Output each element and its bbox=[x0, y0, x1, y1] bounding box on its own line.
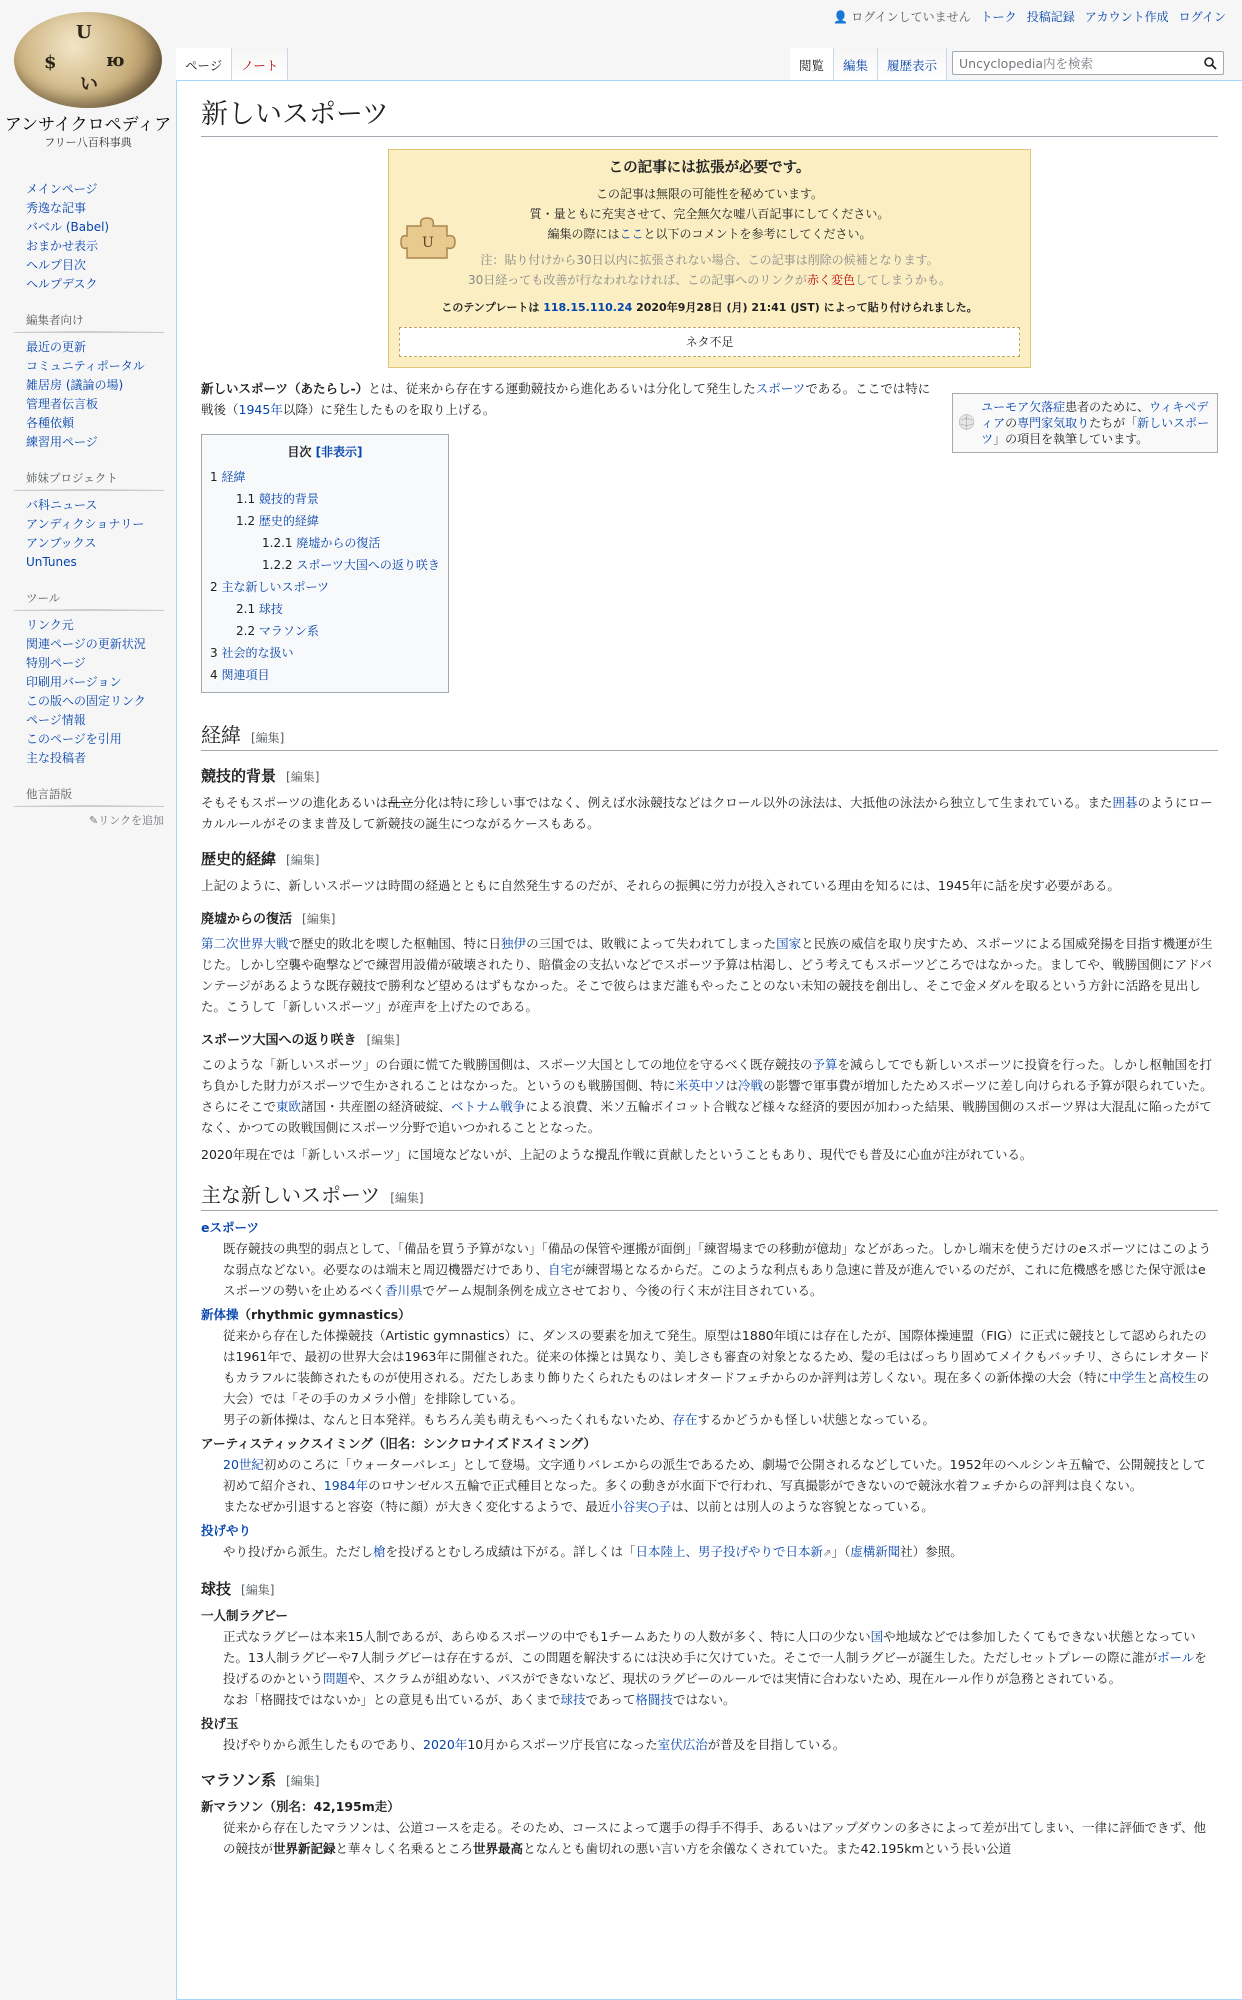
user-icon: 👤 bbox=[833, 9, 849, 24]
desc-shinmarathon bbox=[223, 1817, 1218, 1859]
toc-link[interactable]: スポーツ大国への返り咲き bbox=[296, 558, 440, 573]
toc-item[interactable] bbox=[210, 554, 440, 576]
toc-item[interactable] bbox=[210, 488, 440, 510]
toc-num: 1.2 bbox=[236, 514, 256, 529]
toc-num: 1.2.2 bbox=[262, 558, 293, 573]
toc-link[interactable]: マラソン系 bbox=[258, 624, 319, 639]
artistic-d: は、以前とは別人のような容貌となっている。 bbox=[671, 1499, 934, 1515]
wikipedia-globe-icon bbox=[958, 399, 975, 445]
heading-marathon-label: マラソン系 bbox=[201, 1771, 277, 1790]
term-nagedama: 投げ玉 bbox=[201, 1716, 239, 1732]
ww2-link[interactable]: 第二次世界大戦 bbox=[201, 936, 289, 952]
external-link-icon: ⇗ bbox=[823, 1548, 832, 1560]
add-links[interactable] bbox=[14, 812, 164, 828]
cold-war-link[interactable]: 冷戦 bbox=[738, 1078, 764, 1094]
sidebar-item-community[interactable]: コミュニティポータル bbox=[26, 359, 145, 373]
sidebar-tools bbox=[14, 590, 164, 768]
rugby-e: なお「格闘技ではないか」との意見も出ているが、あくまで bbox=[223, 1692, 561, 1708]
heading-kyugi-label: 球技 bbox=[201, 1580, 232, 1599]
nageyari-link[interactable]: 投げやり bbox=[201, 1523, 252, 1539]
heading-kyugi bbox=[201, 1578, 1218, 1599]
edit-section-link[interactable]: [編集] bbox=[286, 853, 320, 868]
notice-line-5 bbox=[399, 270, 1020, 290]
rugby-g: ではない。 bbox=[672, 1692, 736, 1708]
intro-paragraph bbox=[201, 378, 931, 420]
desc-shintaiso-2 bbox=[223, 1409, 1218, 1430]
nageyari-d: 社）参照。 bbox=[900, 1544, 963, 1560]
svg-text:U: U bbox=[422, 235, 434, 252]
heading-kaeri-label: スポーツ大国への返り咲き bbox=[201, 1033, 357, 1049]
marathon-a: 従来から存在したマラソンは、公道コースを走る。そのため、コースによって選手の得手不得手、あるいはアップダウンの多さによって差が出てしまい、一律に評価できず、他の競技が bbox=[223, 1820, 1207, 1857]
shintaiso-d: 男子の新体操は、なんと日本発祥。もちろん美も萌えもへったくれもないため、 bbox=[223, 1412, 673, 1428]
intro-bold: 新しいスポーツ（あたらし-） bbox=[201, 381, 369, 397]
toc-link[interactable]: 廃墟からの復活 bbox=[296, 536, 381, 551]
nation-link[interactable]: 国家 bbox=[776, 936, 802, 952]
sidebar-item-featured[interactable]: 秀逸な記事 bbox=[26, 201, 87, 215]
kotani-link[interactable]: 小谷実○子 bbox=[610, 1499, 672, 1515]
table-of-contents bbox=[201, 434, 449, 693]
namespace-tabs bbox=[176, 48, 288, 80]
login-link[interactable]: ログイン bbox=[1178, 10, 1226, 24]
site-logo[interactable] bbox=[0, 0, 176, 155]
sidebar bbox=[14, 180, 164, 846]
desc-rugby-2 bbox=[223, 1689, 1218, 1710]
desc-artistic bbox=[223, 1454, 1218, 1496]
intro-1945-link[interactable]: 1945年 bbox=[238, 402, 283, 418]
notice-line-5-c: してしまうかも。 bbox=[855, 273, 952, 288]
sidebar-heading-lang: 他言語版 bbox=[14, 786, 164, 807]
heading-omo-label: 主な新しいスポーツ bbox=[201, 1183, 381, 1208]
not-logged-in bbox=[833, 8, 970, 25]
martial-arts-link[interactable]: 格闘技 bbox=[635, 1692, 673, 1708]
go-link[interactable]: 囲碁 bbox=[1112, 795, 1138, 811]
toc-item[interactable] bbox=[210, 510, 440, 532]
intro-b: である。ここでは特に戦後（ bbox=[201, 381, 931, 418]
wiki-h: 」の項目を執筆しています。 bbox=[993, 432, 1149, 446]
heading-rekishi-label: 歴史的経緯 bbox=[201, 850, 277, 869]
kaeri-f: による浪費、米ソ五輪ボイコット合戦など様々な経済的要因が加わった結果、戦勝国側のスポーツ界は大混乱に陥ったがてなく、かつての敗戦国側にスポーツ分野で追いつかれることとなった。 bbox=[201, 1099, 1212, 1136]
kaeri-d: の影響で軍事費が増加したためスポーツに差し向けられる予算が限られていた。さらにそこで bbox=[201, 1078, 1213, 1115]
sidebar-item-cite[interactable]: このページを引用 bbox=[26, 732, 122, 746]
toc-link[interactable]: 競技的背景 bbox=[258, 492, 319, 507]
ball-link[interactable]: ボール bbox=[1157, 1650, 1195, 1666]
notice-red-link[interactable]: 赤く変色 bbox=[807, 273, 856, 288]
sidebar-item-permalink[interactable]: この版への固定リンク bbox=[26, 694, 146, 708]
rugby-b: や地域などでは参加したくてもできない状態となっていた。13人制ラグビーや7人制ラグビーは存在するが、この問題を解決するには決め手に欠けていた。そこで一人制ラグビーが誕生した。ただしセットプレーの際に誰が bbox=[223, 1629, 1196, 1666]
tab-edit[interactable]: 編集 bbox=[834, 48, 878, 80]
sidebar-item-main-page[interactable]: メインページ bbox=[26, 182, 98, 196]
paragraph-kaeri-2: 2020年現在では「新しいスポーツ」に国境などないが、上記のような攪乱作戦に貢献したということもあり、現代でも普及に心血が注がれている。 bbox=[201, 1147, 1033, 1163]
nagedama-b: 10月からスポーツ庁長官になった bbox=[467, 1737, 658, 1753]
nagedama-c: が普及を目指している。 bbox=[707, 1737, 846, 1753]
nageyari-c: 」（ bbox=[831, 1544, 851, 1560]
intro-c: 以降）に発生したものを取り上げる。 bbox=[282, 402, 496, 418]
paragraph-haikyo bbox=[201, 933, 1218, 1017]
shintaiso-a: 従来から存在した体操競技（Artistic gymnastics）に、ダンスの要素を加えて発生。原型は1880年頃には存在したが、国際体操連盟（FIG）に正式に競技として認められたのは1961年で、最初の世界大会は1963年に開催された。従来の体操とは異なり、美しさも審査の対象となるため、髪の毛はばっちり固めてメイクもバッチリ、さらにレオタードもカラフルに装飾されたものが使用される。だたしあまり飾りたくられたものはレオタードフェチからのか評判は芳しくない。現在多くの新体操の大会（特に bbox=[223, 1328, 1210, 1386]
wikipedia-box bbox=[952, 393, 1218, 453]
edit-section-link[interactable]: [編集] bbox=[241, 1583, 275, 1598]
toc-link[interactable]: 球技 bbox=[258, 602, 283, 617]
toc-title bbox=[210, 443, 440, 460]
artistic-c: またなぜか引退すると容姿（特に顔）が大きく変化するようで、最近 bbox=[223, 1499, 611, 1515]
wiki-article-link[interactable]: 新しいスポーツ bbox=[981, 416, 1210, 446]
haikyo-c: と民族の威信を取り戻すため、スポーツによる国威発揚を目指す機運が生じた。しかし空襲や砲撃などで練習用設備が破壊されたり、賠償金の支払いなどでスポーツ予算は枯渇し、どう考えてもスポーツどころではなかった。ましてや、戦勝国側にアドバンテージがあるような既存競技で勝利など望めるはずもなかった。そこで彼らはまだ誰もやったことのない未知の競技を創出し、そこで金メダルを取るという方針に活路を見出した。こうして「新しいスポーツ」が産声を上げたのである。 bbox=[201, 936, 1213, 1015]
desc-nageyari bbox=[223, 1541, 1218, 1564]
rugby-d: や、スクラムが組めない、パスができないなど、現状のラグビーのルールでは実情に合わないため、現在ルール作りが急務とされている。 bbox=[348, 1671, 1122, 1687]
marathon-list bbox=[201, 1796, 1218, 1859]
sidebar-heading-editors: 編集者向け bbox=[14, 312, 164, 333]
notice-line-2: 質・量ともに充実させて、完全無欠な嘘八百記事にしてください。 bbox=[529, 207, 890, 222]
kagawa-link[interactable]: 香川県 bbox=[385, 1283, 423, 1299]
tab-page[interactable]: ページ bbox=[176, 48, 232, 80]
artistic-b: のロサンゼルス五輪で正式種目となった。多くの動きが水面下で行われ、写真撮影ができないので競泳水着フェチからの評判は良くない。 bbox=[368, 1478, 1143, 1494]
artistic-a: 初めのころに「ウォーターバレエ」として登場。文字通りバレエからの派生であるため、劇場で公開されるなどしていた。1952年のヘルシンキ五輪で、公開競技として初めて紹介され、 bbox=[223, 1457, 1206, 1494]
term-shintaiso bbox=[201, 1304, 1218, 1325]
italy-link[interactable]: 伊 bbox=[513, 936, 527, 952]
heading-haikyo-label: 廃墟からの復活 bbox=[201, 912, 293, 928]
heading-keii-label: 経緯 bbox=[201, 723, 241, 748]
sidebar-item-village-pump[interactable]: 雑居房 (議論の場) bbox=[26, 378, 124, 392]
kaeri-b: を減らしてでも新しいスポーツに投資を行った。しかし枢軸国を打ち負かした財力がスポーツで生かされることはなかった。というのも戦勝国側、特に bbox=[201, 1057, 1213, 1094]
heading-kyogi bbox=[201, 765, 1218, 786]
notice-comment: ネタ不足 bbox=[399, 327, 1020, 357]
1984-link[interactable]: 1984年 bbox=[323, 1478, 369, 1494]
toc-link[interactable]: 主な新しいスポーツ bbox=[221, 580, 329, 595]
search-placeholder: Uncyclopedia内を検索 bbox=[959, 56, 1094, 71]
sidebar-item-print[interactable]: 印刷用バージョン bbox=[26, 675, 122, 689]
intro-a: とは、従来から存在する運動競技から進化あるいは分化して発生した bbox=[368, 381, 756, 397]
heading-kaeri bbox=[201, 1029, 1218, 1048]
home-link[interactable]: 自宅 bbox=[548, 1262, 574, 1278]
term-nageyari bbox=[201, 1520, 1218, 1541]
world-record: 世界新記録 bbox=[273, 1841, 336, 1857]
toc-link[interactable]: 経緯 bbox=[221, 470, 246, 485]
nageyari-a: やり投げから派生。ただし bbox=[223, 1544, 374, 1560]
heading-omo bbox=[201, 1179, 1218, 1211]
east-europe-link[interactable]: 東欧 bbox=[276, 1099, 302, 1115]
sidebar-item-requests[interactable]: 各種依頼 bbox=[26, 416, 75, 430]
expansion-notice bbox=[388, 149, 1031, 368]
sports-list bbox=[201, 1217, 1218, 1564]
toc-title-label: 目次 bbox=[287, 445, 312, 460]
term-rugby: 一人制ラグビー bbox=[201, 1608, 289, 1624]
sidebar-lang bbox=[14, 786, 164, 828]
heading-rekishi bbox=[201, 848, 1218, 869]
edit-section-link[interactable]: [編集] bbox=[366, 1033, 400, 1048]
toc-item[interactable] bbox=[210, 598, 440, 620]
notice-signature bbox=[399, 298, 1020, 318]
kyogi-c: のようにローカルルールがそのまま普及して新競技の誕生につながるケースもある。 bbox=[201, 795, 1213, 832]
signature-b: 2020年9月28日 (月) 21:41 (JST) によって貼り付けられました。 bbox=[632, 301, 978, 315]
sidebar-sister bbox=[14, 470, 164, 572]
tab-history[interactable]: 履歴表示 bbox=[878, 48, 947, 80]
paragraph-kaeri-1 bbox=[201, 1054, 1218, 1138]
wiki-wikipedia-link[interactable]: ウィキペディア bbox=[981, 400, 1209, 430]
sidebar-editors bbox=[14, 312, 164, 452]
paragraph-kyogi bbox=[201, 792, 1218, 834]
high-school-link[interactable]: 高校生 bbox=[1159, 1370, 1197, 1386]
sidebar-item-sandbox[interactable]: 練習用ページ bbox=[26, 435, 98, 449]
shintaiso-link[interactable]: 新体操 bbox=[201, 1307, 239, 1323]
edit-section-link[interactable]: [編集] bbox=[286, 770, 320, 785]
tab-note[interactable]: ノート bbox=[232, 48, 288, 80]
esports-b: が練習場となるからだ。このような利点もあり急速に普及が進んでいるのだが、これに危機感を感じた保守派はeスポーツの勢いを止めるべく bbox=[223, 1262, 1206, 1299]
site-tagline: フリー八百科事典 bbox=[44, 136, 132, 149]
notice-line-3-a: 編集の際には bbox=[547, 227, 620, 242]
search-input[interactable] bbox=[952, 51, 1224, 75]
haikyo-a: で歴史的敗北を喫した枢軸国、特に日 bbox=[288, 936, 502, 952]
tab-view[interactable]: 閲覧 bbox=[790, 48, 834, 80]
edit-section-link[interactable]: [編集] bbox=[302, 912, 336, 927]
toc-item[interactable] bbox=[210, 466, 440, 488]
notice-title: この記事には拡張が必要です。 bbox=[608, 160, 811, 177]
rugby-c: を投げるのかという bbox=[223, 1650, 1207, 1687]
paragraph-rekishi: 上記のように、新しいスポーツは時間の経過とともに自然発生するのだが、それらの振興に労力が投入されている理由を知るには、1945年に話を戻す必要がある。 bbox=[201, 878, 1120, 894]
desc-esports bbox=[223, 1238, 1218, 1301]
signature-a: このテンプレートは bbox=[441, 301, 544, 315]
toc-link[interactable]: 関連項目 bbox=[221, 668, 270, 683]
2020-link[interactable]: 2020年 bbox=[423, 1737, 468, 1753]
edit-section-link[interactable]: [編集] bbox=[390, 1191, 424, 1206]
sidebar-item-help[interactable]: ヘルプ目次 bbox=[26, 258, 87, 272]
personal-tools bbox=[833, 8, 1226, 25]
heading-keii bbox=[201, 719, 1218, 751]
kyoko-shimbun-link[interactable]: 虚構新聞 bbox=[850, 1544, 901, 1560]
ball-sports-list bbox=[201, 1605, 1218, 1755]
sidebar-item-unnews[interactable]: バ科ニュース bbox=[26, 498, 98, 512]
kyogi-strike: 乱立 bbox=[388, 795, 414, 811]
toc-num: 2 bbox=[210, 580, 218, 595]
toc-num: 4 bbox=[210, 668, 218, 683]
create-account-link[interactable]: アカウント作成 bbox=[1084, 10, 1169, 24]
sidebar-item-unbooks[interactable]: アンブックス bbox=[26, 536, 97, 550]
toc-num: 1.1 bbox=[236, 492, 256, 507]
pencil-icon: ✎ bbox=[89, 814, 99, 827]
toc-num: 3 bbox=[210, 646, 218, 661]
notice-line-1: この記事は無限の可能性を秘めています。 bbox=[595, 187, 824, 202]
edit-section-link[interactable]: [編集] bbox=[251, 731, 285, 746]
sidebar-item-admin-board[interactable]: 管理者伝言板 bbox=[26, 397, 99, 411]
sidebar-item-random[interactable]: おまかせ表示 bbox=[26, 239, 99, 253]
toc-link[interactable]: 社会的な扱い bbox=[221, 646, 294, 661]
vietnam-war-link[interactable]: ベトナム戦争 bbox=[451, 1099, 526, 1115]
sidebar-item-related-changes[interactable]: 関連ページの更新状況 bbox=[26, 637, 146, 651]
kyoko-article-link[interactable]: 日本陸上、男子投げやりで日本新 bbox=[635, 1544, 824, 1560]
esports-a: 既存競技の典型的弱点として、「備品を買う予算がない」「備品の保管や運搬が面倒」「練習場までの移動が億劫」などがあった。しかし端末を使うだけのeスポーツにはこのような弱点などない。必要なのは端末と周辺機器だけであり、 bbox=[223, 1241, 1212, 1278]
shintaiso-e: するかどうかも怪しい状態となっている。 bbox=[697, 1412, 936, 1428]
heading-haikyo bbox=[201, 908, 1218, 927]
content bbox=[176, 80, 1242, 2000]
allies-link[interactable]: 米英中ソ bbox=[675, 1078, 726, 1094]
20th-century-link[interactable]: 20世紀 bbox=[223, 1457, 264, 1473]
existence-link[interactable]: 存在 bbox=[672, 1412, 698, 1428]
sidebar-item-babel[interactable]: バベル (Babel) bbox=[26, 220, 110, 234]
kaeri-e: 諸国・共産圏の経済破綻、 bbox=[301, 1099, 452, 1115]
toc-num: 1 bbox=[210, 470, 218, 485]
rugby-f: であって bbox=[585, 1692, 636, 1708]
sidebar-heading-sister: 姉妹プロジェクト bbox=[14, 470, 164, 491]
kyogi-b: 分化は特に珍しい事ではなく、例えば水泳競技などはクロール以外の泳法は、大抵他の泳法から独立して生まれている。また bbox=[413, 795, 1113, 811]
search-icon[interactable] bbox=[1204, 57, 1217, 70]
desc-shintaiso bbox=[223, 1325, 1218, 1409]
murofushi-link[interactable]: 室伏広治 bbox=[657, 1737, 708, 1753]
toc-link[interactable]: 歴史的経緯 bbox=[258, 514, 319, 529]
shintaiso-b: と bbox=[1146, 1370, 1160, 1386]
shintaiso-en: （rhythmic gymnastics） bbox=[238, 1307, 411, 1323]
toc-item[interactable] bbox=[210, 620, 440, 642]
toc-num: 2.2 bbox=[236, 624, 256, 639]
sidebar-item-untunes[interactable]: UnTunes bbox=[26, 555, 77, 569]
spear-link[interactable]: 槍 bbox=[373, 1544, 386, 1560]
intro-sports-link[interactable]: スポーツ bbox=[755, 381, 806, 397]
sidebar-nav bbox=[14, 180, 164, 294]
notice-here-link[interactable]: ここ bbox=[619, 227, 644, 242]
ball-game-link[interactable]: 球技 bbox=[560, 1692, 586, 1708]
term-shinmarathon: 新マラソン（別名：42,195m走） bbox=[201, 1799, 400, 1815]
sidebar-item-whatlinkshere[interactable]: リンク元 bbox=[26, 618, 74, 632]
sidebar-item-undictionary[interactable]: アンディクショナリー bbox=[26, 517, 145, 531]
shintaiso-c: の大会）では「その手のカメラ小僧」を排除している。 bbox=[223, 1370, 1210, 1407]
view-tabs bbox=[790, 48, 947, 80]
contribs-link[interactable]: 投稿記録 bbox=[1026, 10, 1075, 24]
nageyari-b: を投げるとむしろ成績は下がる。詳しくは「 bbox=[385, 1544, 636, 1560]
germany-link[interactable]: 独 bbox=[501, 936, 514, 952]
sidebar-item-contributors[interactable]: 主な投稿者 bbox=[26, 751, 87, 765]
wiki-b: 患者のために、 bbox=[1065, 400, 1150, 414]
wiki-d: の bbox=[1005, 416, 1018, 430]
notice-line-3-c: と以下のコメントを参考にしてください。 bbox=[643, 227, 872, 242]
edit-section-link[interactable]: [編集] bbox=[286, 1774, 320, 1789]
toc-num: 1.2.1 bbox=[262, 536, 293, 551]
esports-link[interactable]: eスポーツ bbox=[201, 1220, 259, 1236]
junior-high-link[interactable]: 中学生 bbox=[1109, 1370, 1147, 1386]
toc-num: 2.1 bbox=[236, 602, 256, 617]
problem-link[interactable]: 問題 bbox=[323, 1671, 349, 1687]
notice-line-4: 注：貼り付けから30日以内に拡張されない場合、この記事は削除の候補となります。 bbox=[480, 253, 939, 268]
esports-c: でゲーム規制条例を成立させており、今後の行く末が注目されている。 bbox=[422, 1283, 823, 1299]
heading-kyogi-label: 競技的背景 bbox=[201, 767, 277, 786]
heading-marathon bbox=[201, 1769, 1218, 1790]
notice-line-5-a: 30日経っても改善が行なわれなければ、この記事へのリンクが bbox=[467, 273, 807, 288]
puzzle-globe-logo-icon[interactable]: U $ ю い bbox=[14, 12, 162, 108]
talk-link[interactable]: トーク bbox=[980, 10, 1017, 24]
term-esports bbox=[201, 1217, 1218, 1238]
haikyo-b: の三国では、敗戦によって失われてしまった bbox=[526, 936, 777, 952]
wikipedia-box-text bbox=[981, 399, 1212, 447]
sidebar-item-helpdesk[interactable]: ヘルプデスク bbox=[26, 277, 98, 291]
toc-hide-toggle[interactable]: [非表示] bbox=[315, 445, 363, 460]
signature-ip-link[interactable]: 118.15.110.24 bbox=[543, 301, 633, 315]
desc-rugby bbox=[223, 1626, 1218, 1689]
kaeri-c: は bbox=[725, 1078, 739, 1094]
desc-nagedama bbox=[223, 1734, 1218, 1755]
notice-line-3 bbox=[399, 224, 1020, 244]
desc-artistic-2 bbox=[223, 1496, 1218, 1517]
sidebar-item-recent-changes[interactable]: 最近の更新 bbox=[26, 340, 87, 354]
kaeri-a: このような「新しいスポーツ」の台頭に慌てた戦勝国側は、スポーツ大国としての地位を守るべく既存競技の bbox=[201, 1057, 813, 1073]
country-link[interactable]: 国 bbox=[870, 1629, 884, 1645]
sidebar-item-page-info[interactable]: ページ情報 bbox=[26, 713, 86, 727]
sidebar-item-special-pages[interactable]: 特別ページ bbox=[26, 656, 86, 670]
nagedama-a: 投げやりから派生したものであり、 bbox=[223, 1737, 424, 1753]
page-title: 新しいスポーツ bbox=[201, 97, 1218, 137]
wiki-f: たちが「 bbox=[1089, 416, 1138, 430]
budget-link[interactable]: 予算 bbox=[812, 1057, 838, 1073]
wiki-expert-link[interactable]: 専門家気取り bbox=[1017, 416, 1090, 430]
marathon-b: と華々しく名乗るところ bbox=[335, 1841, 474, 1857]
add-links-label: リンクを追加 bbox=[98, 814, 164, 827]
rugby-a: 正式なラグビーは本来15人制であるが、あらゆるスポーツの中でも1チームあたりの人数が多く、特に人口の少ない bbox=[223, 1629, 871, 1645]
kyogi-a: そもそもスポーツの進化あるいは bbox=[201, 795, 389, 811]
toc-item[interactable] bbox=[210, 576, 440, 598]
wiki-humor-link[interactable]: ユーモア欠落症 bbox=[981, 400, 1066, 414]
term-artistic: アーティスティックスイミング（旧名：シンクロナイズドスイミング） bbox=[201, 1436, 596, 1452]
world-best: 世界最高 bbox=[473, 1841, 524, 1857]
toc-item[interactable] bbox=[210, 642, 440, 664]
puzzle-piece-icon bbox=[399, 212, 457, 262]
sidebar-heading-tools: ツール bbox=[14, 590, 164, 611]
site-title[interactable]: アンサイクロペディア bbox=[4, 115, 172, 135]
marathon-c: となんとも歯切れの悪い言い方を余儀なくされていた。また42.195kmという長い公道 bbox=[523, 1841, 1012, 1857]
not-logged-in-label: ログインしていません bbox=[851, 10, 971, 24]
toc-item[interactable] bbox=[210, 532, 440, 554]
toc-item[interactable] bbox=[210, 664, 440, 686]
